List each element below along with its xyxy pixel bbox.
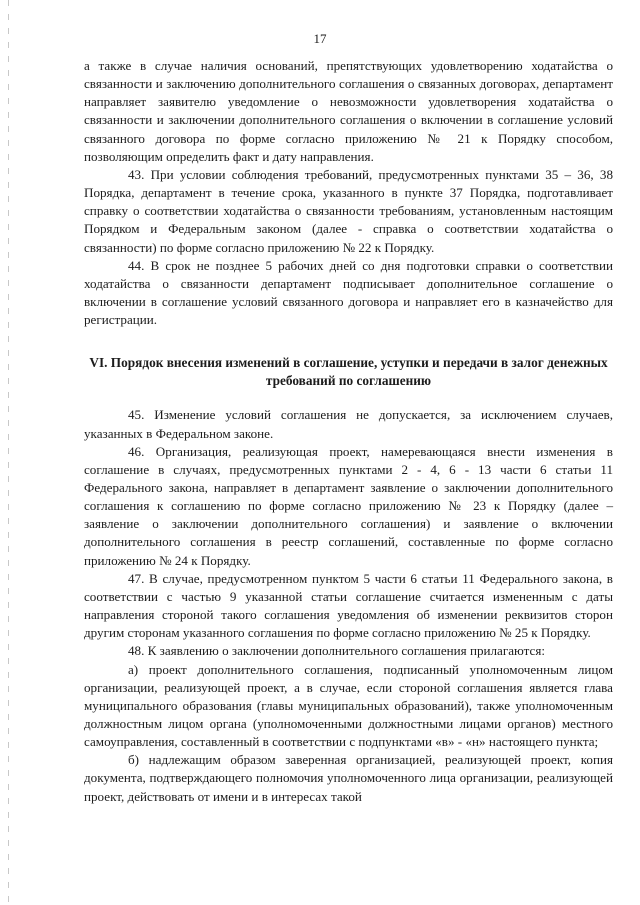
paragraph-48: 48. К заявлению о заключении дополнительного соглашения прилагаются: [128,643,546,659]
paragraph-47: 47. В случае, предусмотренном пунктом 5 части 6 статьи 11 Федерального закона, в соответствии с частью 9 указанной статьи соглашение считается измененным с даты направления стороной такого соглашения уведомления об изменении реквизитов сторон другим сторонам указанного соглашения по форме согласно приложению № 25 к Порядку. [84,570,613,641]
paragraph-48-item-b: б) надлежащим образом заверенная организацией, реализующей проект, копия документа, подтверждающего полномочия уполномоченного лица организации, реализующей проект, действовать от имени и в интересах такой [84,752,613,804]
paragraph-45: 45. Изменение условий соглашения не допускается, за исключением случаев, указанных в Федеральном законе. [84,407,613,441]
paragraph-44: 44. В срок не позднее 5 рабочих дней со дня подготовки справки о соответствии ходатайства о связанности департамент подписывает дополнительное соглашение о включении в соглашение условий связанного договора и направляет его в казначейство для регистрации. [84,257,613,328]
paragraph-43: 43. При условии соблюдения требований, предусмотренных пунктами 35 – 36, 38 Порядка, департамент в течение срока, указанного в пункте 37 Порядка, подготавливает справку о соответствии ходатайства о связанности требованиям, установленным настоящим Порядком и Федеральным законом (далее - справка о соответствии ходатайства о связанности) по форме согласно приложению № 22 к Порядку. [84,166,613,255]
document-body [84,57,613,806]
section-heading: VI. Порядок внесения изменений в соглашение, уступки и передачи в залог денежных требований по соглашению [89,355,608,389]
paragraph-48-item-a: а) проект дополнительного соглашения, подписанный уполномоченным лицом организации, реализующей проект, а в случае, если стороной соглашения является глава муниципального образования (главы муниципальных образований), также уполномоченным должностным лицом органа (уполномоченными должностными лицами органов) местного самоуправления, составленный в соответствии с подпунктами «в» - «н» настоящего пункта; [84,661,613,750]
paragraph-46: 46. Организация, реализующая проект, намеревающаяся внести изменения в соглашение в случаях, предусмотренных пунктами 2 - 4, 6 - 13 части 6 статьи 11 Федерального закона, направляет в департамент заявление о заключении дополнительного соглашения к соглашению по форме согласно приложению № 23 к Порядку (далее – заявление о заключении дополнительного соглашения) и заявление о включении дополнительного соглашения в реестр соглашений, составленные по форме согласно приложению № 24 к Порядку. [84,443,613,568]
paragraph-continuation: а также в случае наличия оснований, препятствующих удовлетворению ходатайства о связанности и заключению дополнительного соглашения о связанных договорах, департамент направляет заявителю уведомление о невозможности удовлетворения ходатайства о связанности и заключении дополнительного соглашения о включении в соглашение условий связанного договора по форме согласно приложению № 21 к Порядку способом, позволяющим определить факт и дату направления. [84,58,613,164]
page-number: 17 [313,31,327,46]
scan-edge-artifact [8,0,9,905]
